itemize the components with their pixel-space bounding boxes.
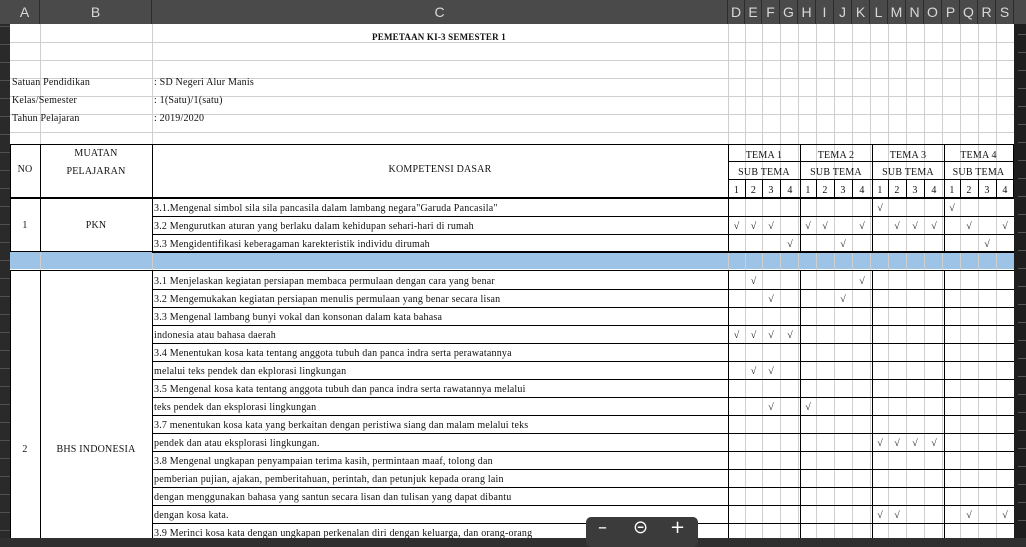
- column-header-k[interactable]: K: [852, 0, 870, 24]
- spreadsheet-sheet: [10, 24, 1014, 538]
- row-border: [152, 289, 1014, 290]
- sub-tema-number: 3: [768, 185, 774, 196]
- header-kompetensi-dasar: KOMPETENSI DASAR: [388, 164, 492, 175]
- pane-tick: [1018, 268, 1026, 269]
- row-header-divider: [0, 458, 10, 459]
- column-header-c[interactable]: C: [152, 0, 728, 24]
- tema-header: TEMA 1: [745, 150, 783, 161]
- row-header-divider: [0, 476, 10, 477]
- row-header-divider: [0, 350, 10, 351]
- pane-tick: [1018, 178, 1026, 179]
- row-header-divider: [0, 530, 10, 531]
- sub-tema-number: 3: [840, 185, 846, 196]
- pane-tick: [1018, 250, 1026, 251]
- row-header-divider: [0, 512, 10, 513]
- pane-tick: [1018, 502, 1026, 503]
- sub-tema-header: SUB TEMA: [738, 167, 790, 178]
- checkmark: √: [768, 221, 774, 232]
- subtema-divider: [728, 179, 1014, 180]
- header-muatan: MUATAN: [74, 148, 118, 159]
- row-header-divider: [0, 116, 10, 117]
- subject-no: 1: [22, 220, 28, 231]
- grid-line: [10, 132, 1014, 133]
- pane-tick: [1018, 34, 1026, 35]
- pane-tick: [1018, 304, 1026, 305]
- row-header-divider: [0, 98, 10, 99]
- checkmark: √: [912, 438, 918, 449]
- pane-tick: [1018, 340, 1026, 341]
- sub-tema-number: 4: [1002, 185, 1008, 196]
- row-border: [152, 433, 1014, 434]
- tema-header: TEMA 3: [889, 150, 927, 161]
- checkmark: √: [805, 402, 811, 413]
- kd-line: indonesia atau bahasa daerah: [154, 330, 276, 341]
- column-header-e[interactable]: E: [745, 0, 762, 24]
- column-header-h[interactable]: H: [798, 0, 816, 24]
- checkmark: √: [768, 294, 774, 305]
- pane-tick: [1018, 430, 1026, 431]
- grid-line: [942, 24, 943, 538]
- row-header-gutter: [0, 24, 10, 538]
- row-header-divider: [0, 296, 10, 297]
- row-header-divider: [0, 224, 10, 225]
- kd-line: melalui teks pendek dan ekplorasi lingkungan: [154, 366, 347, 377]
- kd-line: 3.1.Mengenal simbol sila sila pancasila dalam lambang negara"Garuda Pancasila": [154, 203, 498, 214]
- grid-line: [960, 24, 961, 538]
- checkmark: √: [750, 221, 757, 232]
- grid-line: [780, 24, 781, 538]
- row-border: [152, 216, 1014, 217]
- checkmark: √: [840, 239, 846, 250]
- info-value: : 1(Satu)/1(satu): [154, 95, 223, 106]
- pane-tick: [1018, 376, 1026, 377]
- subject-name: BHS INDONESIA: [56, 444, 136, 455]
- row-border: [152, 234, 1014, 235]
- row-border: [152, 487, 1014, 488]
- column-header-a[interactable]: A: [10, 0, 40, 24]
- row-header-divider: [0, 260, 10, 261]
- info-value: : SD Negeri Alur Manis: [154, 77, 254, 88]
- checkmark: √: [877, 510, 883, 521]
- column-header-p[interactable]: P: [942, 0, 960, 24]
- kd-line: teks pendek dan eksplorasi lingkungan: [154, 402, 317, 413]
- row-header-divider: [0, 386, 10, 387]
- body-border: [152, 198, 153, 251]
- pane-tick: [1018, 286, 1026, 287]
- pane-tick: [1018, 358, 1026, 359]
- body-border: [728, 270, 729, 538]
- right-scroll-pane[interactable]: [1014, 24, 1026, 538]
- checkmark: √: [877, 203, 883, 214]
- pane-tick: [1018, 142, 1026, 143]
- checkmark: √: [894, 510, 900, 521]
- subject-name: PKN: [85, 220, 107, 231]
- row-header-divider: [0, 134, 10, 135]
- tema-header: TEMA 2: [817, 150, 855, 161]
- column-header-d[interactable]: D: [728, 0, 745, 24]
- row-header-divider: [0, 44, 10, 45]
- row-border: [152, 505, 1014, 506]
- kd-line: dengan menggunakan bahasa yang santun secara lisan dan tulisan yang dapat dibantu: [154, 492, 512, 503]
- row-border: [152, 379, 1014, 380]
- subject-no: 2: [22, 444, 28, 455]
- row-border: [152, 397, 1014, 398]
- row-header-divider: [0, 62, 10, 63]
- kd-line: 3.1 Menjelaskan kegiatan persiapan membaca permulaan dengan cara yang benar: [154, 276, 495, 287]
- sub-tema-number: 1: [949, 185, 955, 196]
- column-header-bar: [0, 0, 1026, 25]
- body-border: [10, 270, 11, 538]
- checkmark: √: [931, 438, 937, 449]
- checkmark: √: [805, 221, 811, 232]
- separator-row-highlight: [10, 252, 1014, 269]
- row-border: [152, 325, 1014, 326]
- section-border: [10, 198, 1014, 199]
- sub-tema-number: 3: [912, 185, 918, 196]
- checkmark: √: [768, 402, 774, 413]
- info-label: Kelas/Semester: [12, 95, 78, 106]
- sub-tema-number: 2: [822, 185, 828, 196]
- checkmark: √: [787, 239, 793, 250]
- header-pelajaran: PELAJARAN: [66, 166, 126, 177]
- row-header-divider: [0, 242, 10, 243]
- checkmark: √: [750, 276, 757, 287]
- row-header-divider: [0, 80, 10, 81]
- kd-line: 3.7 menentukan kosa kata yang berkaitan dengan peristiwa siang dan malam melalui teks: [154, 420, 529, 431]
- checkmark: √: [768, 366, 774, 377]
- sub-tema-number: 1: [805, 185, 811, 196]
- row-border: [152, 415, 1014, 416]
- sub-tema-number: 3: [984, 185, 990, 196]
- row-border: [152, 343, 1014, 344]
- grid-line: [888, 24, 889, 538]
- checkmark: √: [750, 330, 757, 341]
- grid-line: [10, 42, 1014, 43]
- pane-tick: [1018, 232, 1026, 233]
- pane-tick: [1018, 106, 1026, 107]
- checkmark: √: [894, 438, 900, 449]
- sub-tema-number: 4: [859, 185, 865, 196]
- checkmark: √: [750, 366, 757, 377]
- info-label: Satuan Pendidikan: [12, 77, 91, 88]
- sub-tema-number: 2: [966, 185, 972, 196]
- tema-header: TEMA 4: [960, 150, 997, 161]
- body-border: [872, 270, 873, 538]
- sub-tema-number: 2: [750, 185, 757, 196]
- grid-line: [10, 60, 1014, 61]
- row-header-divider: [0, 278, 10, 279]
- sub-tema-header: SUB TEMA: [882, 167, 934, 178]
- column-header-s[interactable]: S: [996, 0, 1014, 24]
- grid-line: [906, 24, 907, 538]
- kd-line: 3.3 Mengenal lambang bunyi vokal dan konsonan dalam kata bahasa: [154, 312, 443, 323]
- column-header-q[interactable]: Q: [960, 0, 978, 24]
- column-header-f[interactable]: F: [762, 0, 780, 24]
- kd-line: pendek dan atau eksplorasi lingkungan.: [154, 438, 320, 449]
- pane-tick: [1018, 448, 1026, 449]
- section-border: [10, 251, 1014, 252]
- pane-tick: [1018, 196, 1026, 197]
- sub-tema-number: 1: [877, 185, 883, 196]
- grid-line: [798, 24, 799, 538]
- pane-tick: [1018, 484, 1026, 485]
- zoom-fit-icon[interactable]: ⊝: [633, 517, 649, 538]
- grid-line: [816, 24, 817, 538]
- grid-line: [762, 24, 763, 538]
- checkmark: √: [1002, 510, 1008, 521]
- checkmark: √: [912, 221, 918, 232]
- sub-tema-number: 4: [931, 185, 937, 196]
- pane-tick: [1018, 394, 1026, 395]
- checkmark: √: [1002, 221, 1008, 232]
- pane-tick: [1018, 88, 1026, 89]
- checkmark: √: [787, 330, 793, 341]
- row-border: [152, 307, 1014, 308]
- grid-line: [978, 24, 979, 538]
- kd-line: 3.9 Merinci kosa kata dengan ungkapan perkenalan diri dengan keluarga, dan orang-orang: [154, 528, 533, 538]
- column-header-r[interactable]: R: [978, 0, 996, 24]
- row-border: [152, 252, 1014, 253]
- row-header-divider: [0, 368, 10, 369]
- column-header-m[interactable]: M: [888, 0, 906, 24]
- row-header-divider: [0, 440, 10, 441]
- pane-tick: [1018, 52, 1026, 53]
- sub-tema-header: SUB TEMA: [810, 167, 862, 178]
- column-header-b[interactable]: B: [40, 0, 152, 24]
- row-header-divider: [0, 332, 10, 333]
- checkmark: √: [733, 330, 740, 341]
- body-border: [152, 270, 153, 538]
- sub-tema-number: 2: [894, 185, 900, 196]
- zoom-out-icon[interactable]: –: [598, 517, 607, 538]
- row-border: [152, 361, 1014, 362]
- column-header-j[interactable]: J: [834, 0, 852, 24]
- row-border: [152, 469, 1014, 470]
- kd-line: 3.4 Menentukan kosa kata tentang anggota tubuh dan panca indra serta perawatannya: [154, 348, 512, 359]
- checkmark: √: [931, 221, 937, 232]
- checkmark: √: [984, 239, 990, 250]
- checkmark: √: [840, 294, 846, 305]
- row-header-divider: [0, 206, 10, 207]
- row-border: [152, 523, 1014, 524]
- column-header-g[interactable]: G: [780, 0, 798, 24]
- kd-line: 3.8 Mengenal ungkapan penyampaian terima kasih, permintaan maaf, tolong dan: [154, 456, 493, 467]
- pane-tick: [1018, 412, 1026, 413]
- zoom-in-icon[interactable]: +: [670, 517, 686, 538]
- sub-tema-number: 1: [733, 185, 740, 196]
- header-border: [10, 144, 1014, 145]
- column-header-n[interactable]: N: [906, 0, 924, 24]
- checkmark: √: [733, 221, 740, 232]
- column-header-l[interactable]: L: [870, 0, 888, 24]
- pane-tick: [1018, 160, 1026, 161]
- body-border: [40, 270, 41, 538]
- pane-tick: [1018, 214, 1026, 215]
- pane-tick: [1018, 466, 1026, 467]
- row-header-divider: [0, 188, 10, 189]
- pane-tick: [1018, 322, 1026, 323]
- kd-line: pemberian pujian, ajakan, pemberitahuan, perintah, dan petunjuk kepada orang lain: [154, 474, 504, 485]
- body-border: [944, 270, 945, 538]
- column-header-i[interactable]: I: [816, 0, 834, 24]
- column-header-o[interactable]: O: [924, 0, 942, 24]
- info-label: Tahun Pelajaran: [12, 113, 80, 124]
- kd-line: 3.2 Mengurutkan aturan yang berlaku dalam kehidupan sehari-hari di rumah: [154, 221, 474, 232]
- row-header-divider: [0, 170, 10, 171]
- row-header-divider: [0, 152, 10, 153]
- row-header-divider: [0, 26, 10, 27]
- page-title: PEMETAAN KI-3 SEMESTER 1: [372, 32, 506, 42]
- info-value: : 2019/2020: [154, 113, 205, 124]
- checkmark: √: [966, 221, 972, 232]
- section-border: [10, 270, 1014, 271]
- kd-line: dengan kosa kata.: [154, 510, 229, 521]
- row-header-divider: [0, 404, 10, 405]
- kd-line: 3.3 Mengidentifikasi keberagaman karekteristik individu dirumah: [154, 239, 430, 250]
- kd-line: 3.5 Mengenal kosa kata tentang anggota tubuh dan panca indra serta rawatannya melalui: [154, 384, 526, 395]
- grid-line: [924, 24, 925, 538]
- zoom-toolbar: [586, 517, 698, 547]
- pane-tick: [1018, 70, 1026, 71]
- header-no: NO: [17, 164, 33, 175]
- checkmark: √: [877, 438, 883, 449]
- checkmark: √: [859, 221, 865, 232]
- checkmark: √: [768, 330, 774, 341]
- sub-tema-header: SUB TEMA: [952, 167, 1005, 178]
- row-header-divider: [0, 422, 10, 423]
- checkmark: √: [822, 221, 828, 232]
- checkmark: √: [949, 203, 955, 214]
- pane-tick: [1018, 520, 1026, 521]
- row-border: [152, 451, 1014, 452]
- checkmark: √: [966, 510, 972, 521]
- pane-tick: [1018, 124, 1026, 125]
- checkmark: √: [894, 221, 900, 232]
- kd-line: 3.2 Mengemukakan kegiatan persiapan menulis permulaan yang benar secara lisan: [154, 294, 501, 305]
- grid-line: [996, 24, 997, 538]
- grid-line: [834, 24, 835, 538]
- row-header-divider: [0, 314, 10, 315]
- sub-tema-number: 4: [787, 185, 793, 196]
- checkmark: √: [859, 276, 865, 287]
- row-header-divider: [0, 494, 10, 495]
